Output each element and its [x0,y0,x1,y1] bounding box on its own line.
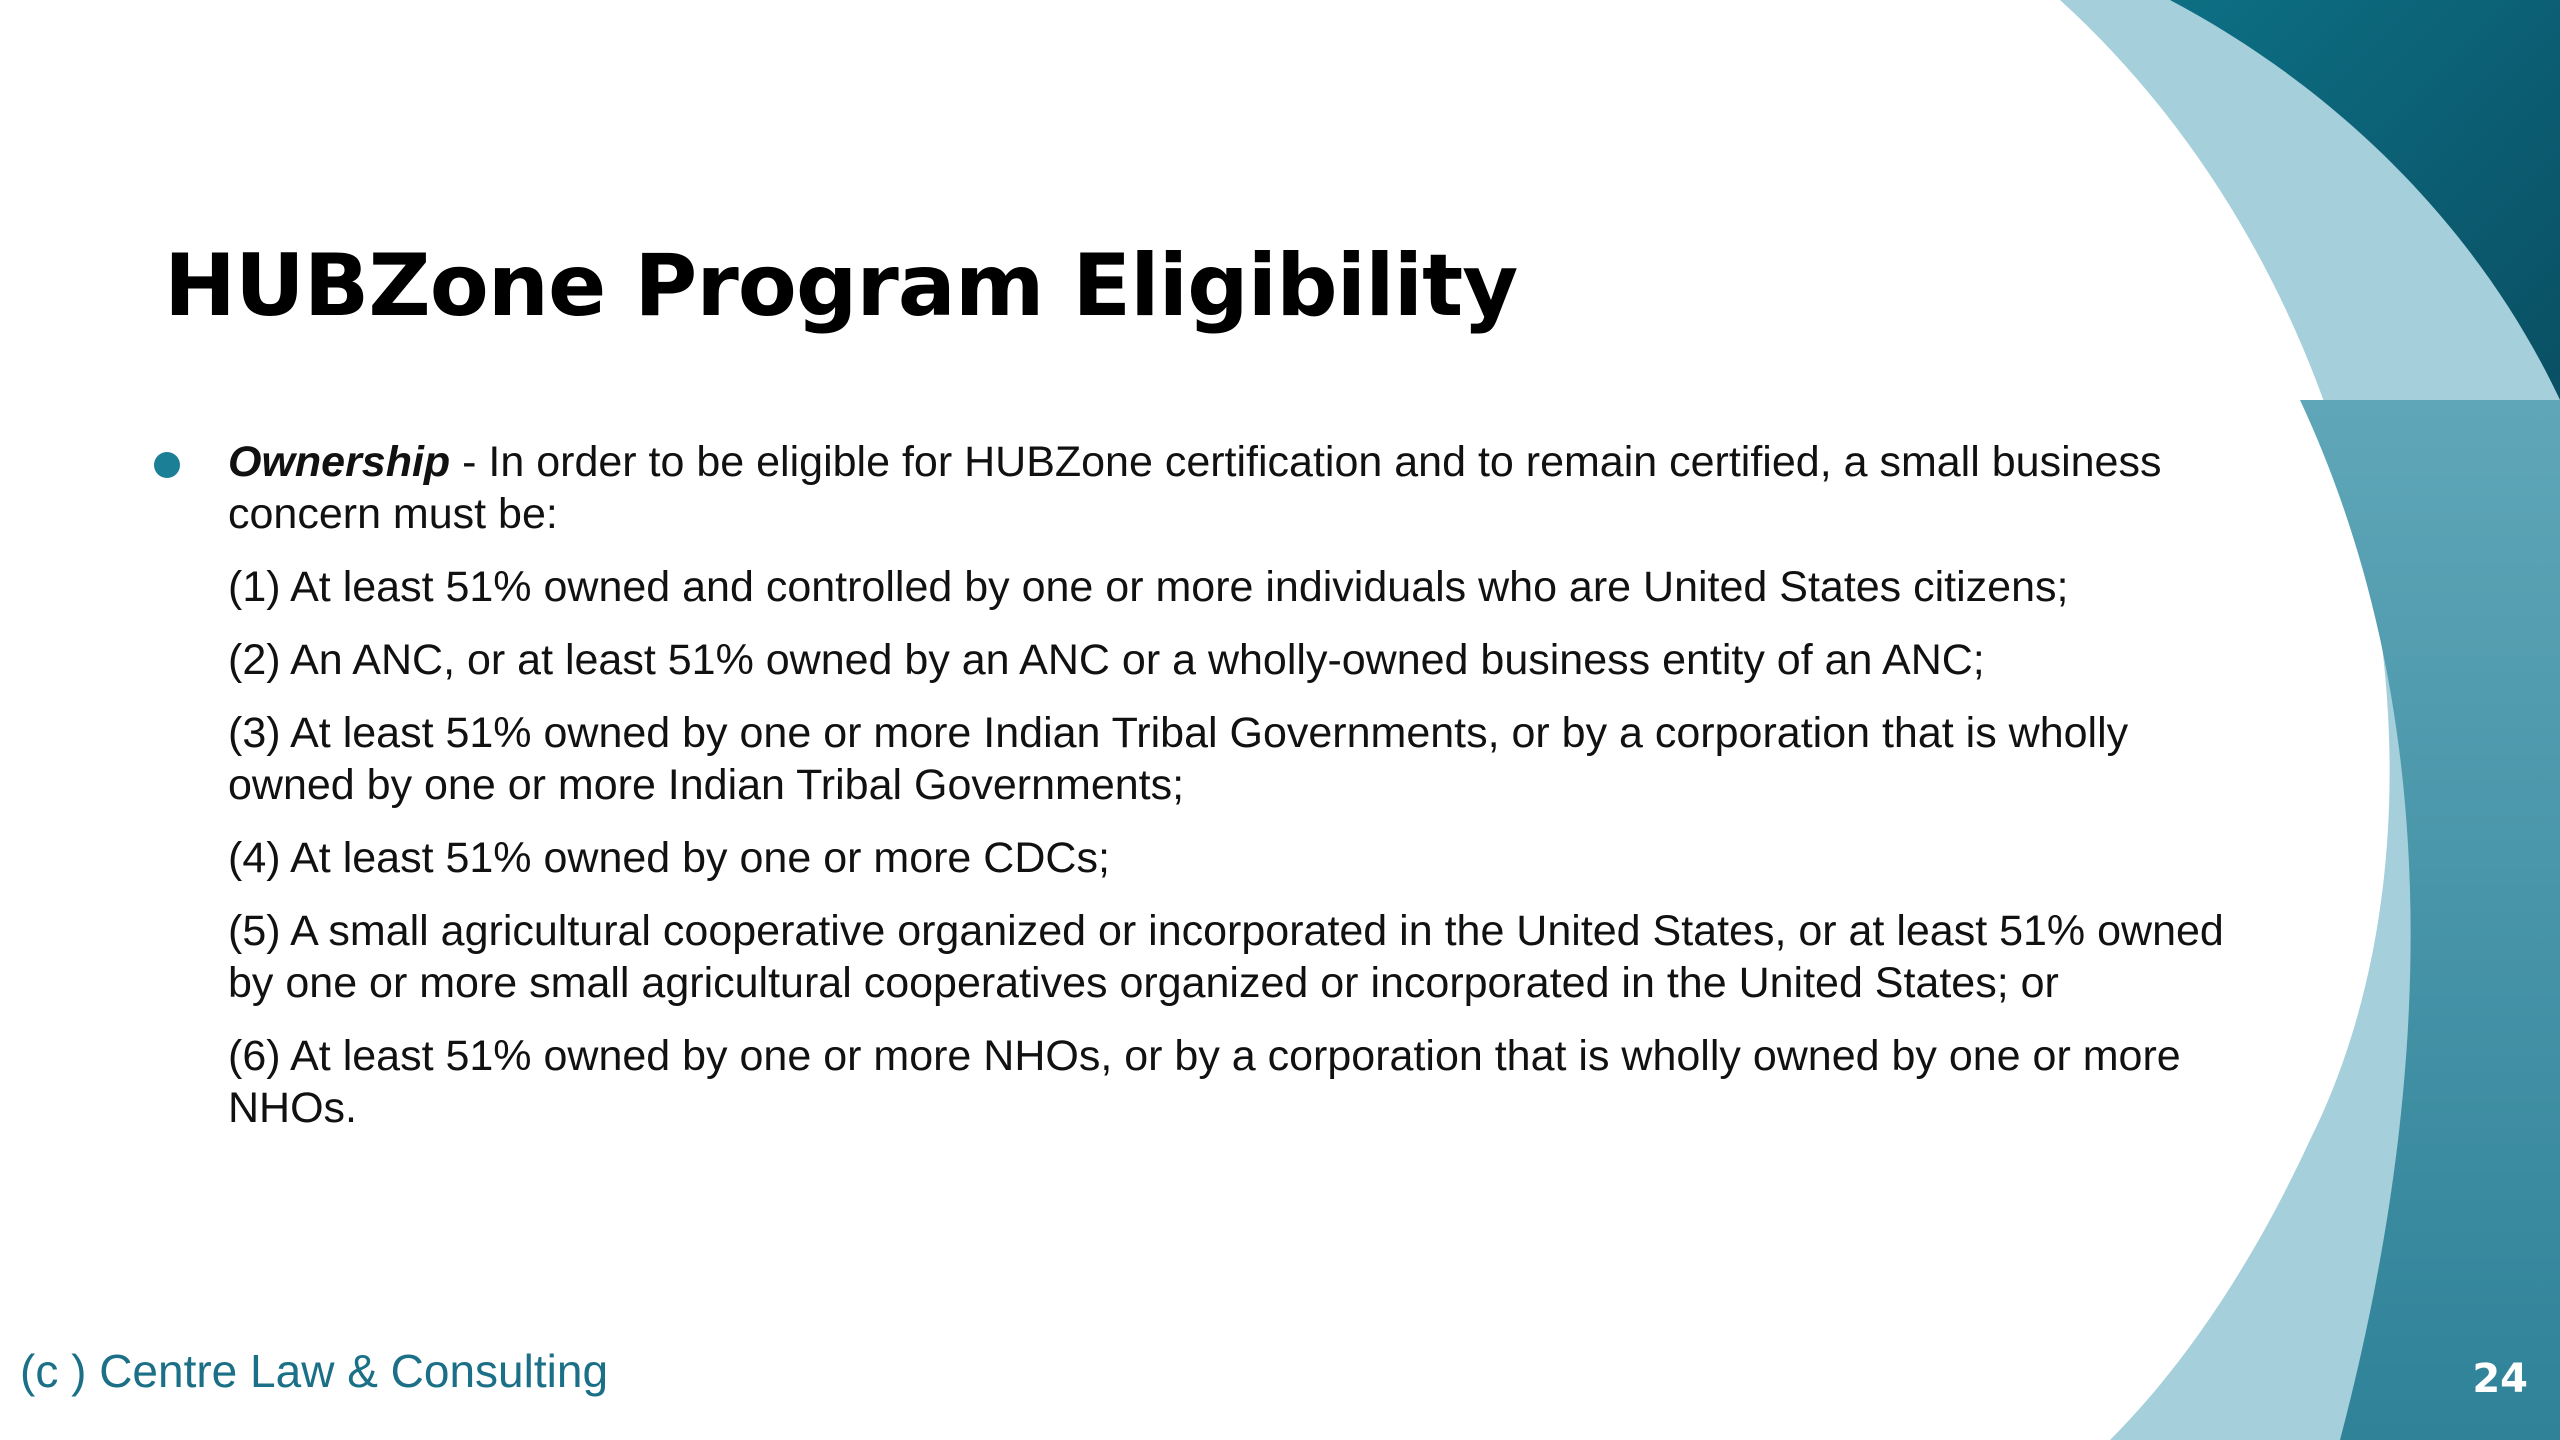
list-item: (2) An ANC, or at least 51% owned by an ANC or a wholly-owned business entity of an ANC; [228,636,1985,684]
list-item: (3) At least 51% owned by one or more Indian Tribal Governments, or by a corporation that is wholly owned by one or more Indian Tribal Governments; [228,709,2129,809]
slide-body [228,436,2238,1155]
bullet-intro: - In order to be eligible for HUBZone certification and to remain certified, a small business concern must be: [228,438,2162,538]
list-item: (5) A small agricultural cooperative organized or incorporated in the United States, or at least 51% owned by one or more small agricultural cooperatives organized or incorporated in the United States; or [228,907,2224,1007]
list-item: (6) At least 51% owned by one or more NHOs, or by a corporation that is wholly owned by one or more NHOs. [228,1032,2181,1132]
bullet-ownership [228,436,2238,540]
slide-page-number: 24 [2472,1356,2528,1402]
bullet-term: Ownership [228,438,451,486]
list-item: (1) At least 51% owned and controlled by one or more individuals who are United States citizens; [228,563,2069,611]
slide-title: HUBZone Program Eligibility [164,236,1518,336]
footer-copyright: (c ) Centre Law & Consulting [20,1345,609,1397]
bullet-dot-icon [154,452,180,478]
list-item: (4) At least 51% owned by one or more CDCs; [228,834,1110,882]
